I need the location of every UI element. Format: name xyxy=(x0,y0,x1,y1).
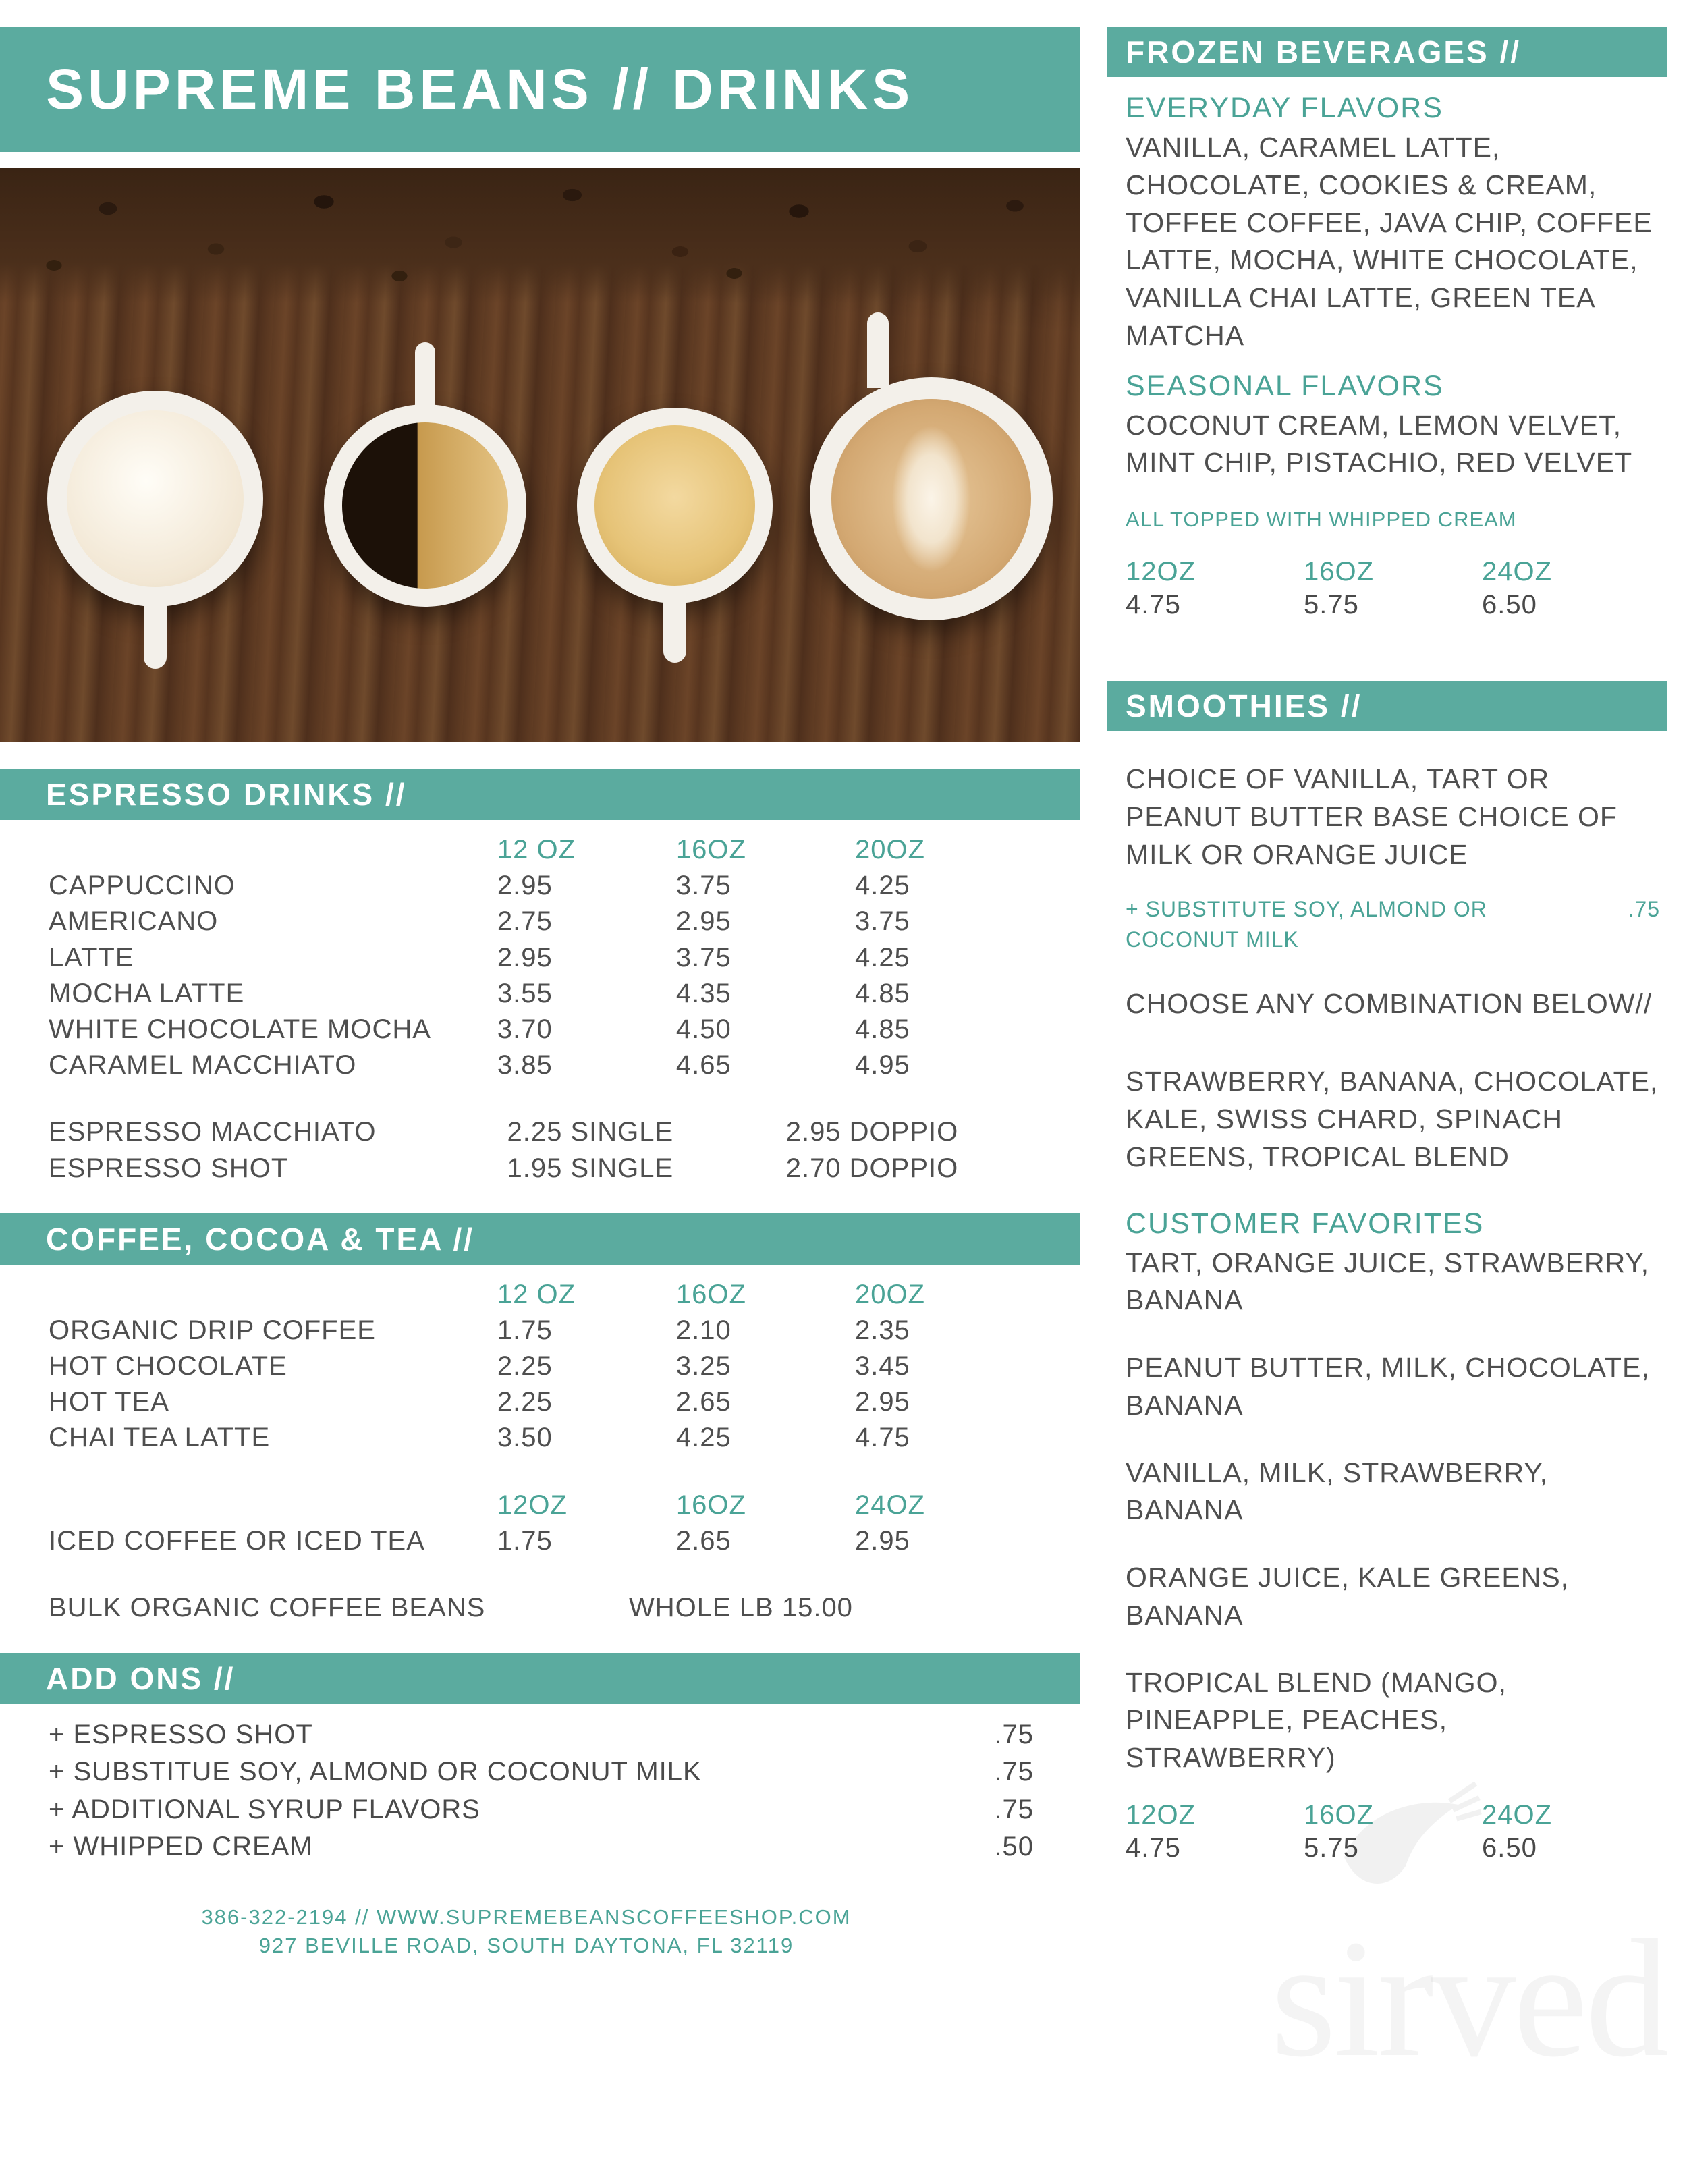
addon-price: .75 xyxy=(994,1757,1034,1787)
size-label: 24OZ xyxy=(1482,1799,1553,1830)
item-price: 4.50 xyxy=(675,1014,731,1044)
footer-contact xyxy=(0,1903,1080,1960)
item-price: 1.75 xyxy=(497,1525,553,1556)
list-item xyxy=(49,1828,1034,1865)
item-name: ICED COFFEE OR ICED TEA xyxy=(49,1525,425,1556)
col-size-2: 16OZ xyxy=(675,1490,746,1520)
item-price: 3.55 xyxy=(497,978,553,1008)
cup-inner xyxy=(594,425,755,586)
cup-inner xyxy=(67,410,244,587)
substitute-label: + SUBSTITUTE SOY, ALMOND OR COCONUT MILK xyxy=(1126,896,1487,952)
item-price: 3.70 xyxy=(497,1014,553,1044)
item-price: 4.85 xyxy=(854,978,910,1008)
section-addons-heading: ADD ONS // xyxy=(0,1653,1080,1704)
table-row xyxy=(49,976,1034,1012)
col-size-3: 20OZ xyxy=(854,835,925,865)
table-header-row-iced xyxy=(49,1487,1034,1523)
everyday-flavors-text: VANILLA, CARAMEL LATTE, CHOCOLATE, COOKIES & CREAM, TOFFEE COFFEE, JAVA CHIP, COFFEE LATTE, MOCHA, WHITE CHOCOLATE, VANILLA CHAI LATTE, GREEN TEA MATCHA xyxy=(1126,132,1653,351)
coffee-table xyxy=(0,1277,1080,1627)
cup-handle xyxy=(663,582,686,663)
addon-label: + WHIPPED CREAM xyxy=(49,1831,313,1861)
frozen-size-header xyxy=(1126,557,1660,587)
substitute-price: .75 xyxy=(1628,896,1660,921)
item-name: WHITE CHOCOLATE MOCHA xyxy=(49,1014,431,1044)
item-price: 4.85 xyxy=(854,1014,910,1044)
coffee-beans xyxy=(0,168,1080,303)
list-item xyxy=(49,1753,1034,1791)
favorite-item: ORANGE JUICE, KALE GREENS, BANANA xyxy=(1126,1562,1570,1631)
table-header-row xyxy=(49,1277,1034,1313)
favorite-item: TART, ORANGE JUICE, STRAWBERRY, BANANA xyxy=(1126,1247,1649,1316)
item-price: 4.65 xyxy=(675,1050,731,1081)
item-name: CARAMEL MACCHIATO xyxy=(49,1050,357,1081)
item-name: CAPPUCCINO xyxy=(49,871,236,901)
favorite-item: TROPICAL BLEND (MANGO, PINEAPPLE, PEACHES, STRAWBERRY) xyxy=(1126,1666,1507,1774)
item-price: 2.75 xyxy=(497,906,553,937)
smoothie-base-text: CHOICE OF VANILLA, TART OR PEANUT BUTTER BASE CHOICE OF MILK OR ORANGE JUICE xyxy=(1126,763,1617,870)
section-espresso-heading: ESPRESSO DRINKS // xyxy=(0,769,1080,820)
col-size-1: 12OZ xyxy=(497,1490,568,1520)
table-row xyxy=(49,1151,1034,1186)
latte-art-cup-icon xyxy=(810,377,1053,620)
item-price: 3.75 xyxy=(675,871,731,901)
spacer xyxy=(1126,1425,1660,1454)
table-row xyxy=(49,1313,1034,1348)
seasonal-flavors-label: SEASONAL FLAVORS xyxy=(1126,369,1444,402)
size-price: 4.75 xyxy=(1126,1832,1181,1863)
item-price: 2.65 xyxy=(675,1525,731,1556)
col-size-1: 12 OZ xyxy=(497,835,576,865)
item-price: 4.95 xyxy=(854,1050,910,1081)
spacer xyxy=(1126,731,1660,761)
table-row xyxy=(49,1348,1034,1384)
size-price: 5.75 xyxy=(1304,1832,1359,1863)
table-row xyxy=(49,1523,1034,1559)
size-label: 12OZ xyxy=(1126,557,1196,587)
item-price: 4.35 xyxy=(675,978,731,1008)
item-price: 4.25 xyxy=(854,942,910,973)
addon-label: + SUBSTITUE SOY, ALMOND OR COCONUT MILK xyxy=(49,1757,702,1787)
col-size-2: 16OZ xyxy=(675,835,746,865)
footer-phone-website: 386-322-2194 // WWW.SUPREMEBEANSCOFFEESHOP.COM xyxy=(201,1905,852,1929)
item-price: 1.75 xyxy=(497,1315,553,1345)
cup-inner xyxy=(831,399,1030,598)
size-price: 5.75 xyxy=(1304,590,1359,620)
addon-label: + ESPRESSO SHOT xyxy=(49,1720,313,1750)
col-name xyxy=(49,1277,497,1313)
item-name: ESPRESSO MACCHIATO xyxy=(49,1117,377,1147)
col-size-2: 16OZ xyxy=(675,1279,746,1309)
smoothies-body xyxy=(1107,731,1667,1863)
item-name: ORGANIC DRIP COFFEE xyxy=(49,1315,376,1345)
smoothie-price-row xyxy=(1126,1833,1660,1863)
page-title: SUPREME BEANS // DRINKS xyxy=(0,27,1080,152)
size-price: 4.75 xyxy=(1126,590,1181,620)
favorite-item: PEANUT BUTTER, MILK, CHOCOLATE, BANANA xyxy=(1126,1352,1650,1421)
item-price: 3.50 xyxy=(497,1423,553,1453)
right-column xyxy=(1107,27,1667,1863)
spacer xyxy=(1126,956,1660,985)
size-price: 6.50 xyxy=(1482,590,1537,620)
item-price: 3.75 xyxy=(675,942,731,973)
item-name: MOCHA LATTE xyxy=(49,978,245,1008)
item-name: BULK ORGANIC COFFEE BEANS xyxy=(49,1593,486,1622)
table-row xyxy=(49,1590,1034,1626)
spacer xyxy=(1126,1635,1660,1664)
item-price: 3.75 xyxy=(854,906,910,937)
item-price-doppio: 2.70 DOPPIO xyxy=(785,1153,959,1183)
sirved-watermark xyxy=(1271,1902,1667,2096)
item-price: 2.10 xyxy=(675,1315,731,1345)
section-coffee-heading: COFFEE, COCOA & TEA // xyxy=(0,1213,1080,1265)
spacer xyxy=(1126,1022,1660,1063)
spacer xyxy=(49,1559,1034,1590)
coffee-cup-icon xyxy=(577,408,773,603)
cappuccino-cup-icon xyxy=(47,391,263,607)
addon-label: + ADDITIONAL SYRUP FLAVORS xyxy=(49,1794,480,1824)
item-price-doppio: 2.95 DOPPIO xyxy=(785,1117,959,1147)
table-header-row xyxy=(49,832,1034,868)
frozen-price-row xyxy=(1126,590,1660,620)
item-price: 2.95 xyxy=(854,1525,910,1556)
latte-art-leaf-icon xyxy=(891,425,972,573)
table-row xyxy=(49,1384,1034,1420)
item-name: ESPRESSO SHOT xyxy=(49,1153,289,1183)
espresso-table xyxy=(0,832,1080,1186)
size-price: 6.50 xyxy=(1482,1832,1537,1863)
addon-price: .75 xyxy=(994,1720,1034,1750)
footer-address: 927 BEVILLE ROAD, SOUTH DAYTONA, FL 32119 xyxy=(258,1933,794,1957)
list-item xyxy=(49,1716,1034,1753)
item-price: 3.85 xyxy=(497,1050,553,1081)
table-row xyxy=(49,868,1034,904)
spacer xyxy=(49,1456,1034,1487)
addon-price: .75 xyxy=(994,1794,1034,1824)
item-price: 2.25 xyxy=(497,1387,553,1417)
table-row xyxy=(49,940,1034,976)
item-name: AMERICANO xyxy=(49,906,219,937)
size-label: 16OZ xyxy=(1304,1799,1375,1830)
favorite-item: VANILLA, MILK, STRAWBERRY, BANANA xyxy=(1126,1456,1549,1526)
section-frozen-heading: FROZEN BEVERAGES // xyxy=(1107,27,1667,77)
smoothie-combination-text: CHOOSE ANY COMBINATION BELOW// xyxy=(1126,987,1653,1019)
addon-price: .50 xyxy=(994,1831,1034,1861)
cup-handle xyxy=(415,342,435,416)
item-price: 2.95 xyxy=(497,942,553,973)
left-column xyxy=(0,27,1080,1960)
size-label: 16OZ xyxy=(1304,557,1375,587)
spacer xyxy=(49,1083,1034,1114)
item-price: 2.95 xyxy=(854,1387,910,1417)
table-row xyxy=(49,1047,1034,1083)
whipped-cream-note: ALL TOPPED WITH WHIPPED CREAM xyxy=(1126,508,1517,531)
table-row xyxy=(49,1420,1034,1456)
col-size-3: 20OZ xyxy=(854,1279,925,1309)
list-item xyxy=(49,1791,1034,1828)
frozen-body xyxy=(1107,92,1667,620)
item-price: 2.25 xyxy=(497,1351,553,1382)
item-price-single: 2.25 SINGLE xyxy=(507,1117,674,1147)
item-price: 2.95 xyxy=(675,906,731,937)
cup-inner xyxy=(342,422,508,589)
everyday-flavors-label: EVERYDAY FLAVORS xyxy=(1126,92,1443,124)
addons-table xyxy=(0,1716,1080,1865)
cup-handle xyxy=(867,312,889,388)
espresso-cup-icon xyxy=(324,404,526,607)
smoothie-ingredients-text: STRAWBERRY, BANANA, CHOCOLATE, KALE, SWISS CHARD, SPINACH GREENS, TROPICAL BLEND xyxy=(1126,1066,1659,1172)
smoothie-substitute-note xyxy=(1126,894,1660,956)
section-smoothies-heading: SMOOTHIES // xyxy=(1107,681,1667,731)
col-name xyxy=(49,832,497,868)
spacer xyxy=(1126,1319,1660,1349)
item-name: LATTE xyxy=(49,942,134,973)
seasonal-flavors-text: COCONUT CREAM, LEMON VELVET, MINT CHIP, PISTACHIO, RED VELVET xyxy=(1126,409,1633,479)
item-price: 3.45 xyxy=(854,1351,910,1382)
size-label: 24OZ xyxy=(1482,557,1553,587)
item-price-single: 1.95 SINGLE xyxy=(507,1153,674,1183)
col-size-3: 24OZ xyxy=(854,1490,925,1520)
hero-image xyxy=(0,168,1080,742)
item-name: HOT TEA xyxy=(49,1387,169,1417)
item-price: 4.25 xyxy=(675,1423,731,1453)
table-row xyxy=(49,1012,1034,1047)
item-price: 3.25 xyxy=(675,1351,731,1382)
item-price: 4.25 xyxy=(854,871,910,901)
size-label: 12OZ xyxy=(1126,1799,1196,1830)
item-name: HOT CHOCOLATE xyxy=(49,1351,287,1382)
col-size-1: 12 OZ xyxy=(497,1279,576,1309)
table-row xyxy=(49,904,1034,939)
item-price: 2.35 xyxy=(854,1315,910,1345)
item-price: 2.65 xyxy=(675,1387,731,1417)
smoothie-size-header xyxy=(1126,1800,1660,1830)
item-price: WHOLE LB 15.00 xyxy=(629,1593,853,1622)
item-name: CHAI TEA LATTE xyxy=(49,1423,271,1453)
table-row xyxy=(49,1114,1034,1150)
item-price: 4.75 xyxy=(854,1423,910,1453)
cup-handle xyxy=(144,588,167,669)
customer-favorites-label: CUSTOMER FAVORITES xyxy=(1126,1207,1485,1240)
col-name xyxy=(49,1487,497,1523)
spacer xyxy=(1126,1529,1660,1559)
item-price: 2.95 xyxy=(497,871,553,901)
